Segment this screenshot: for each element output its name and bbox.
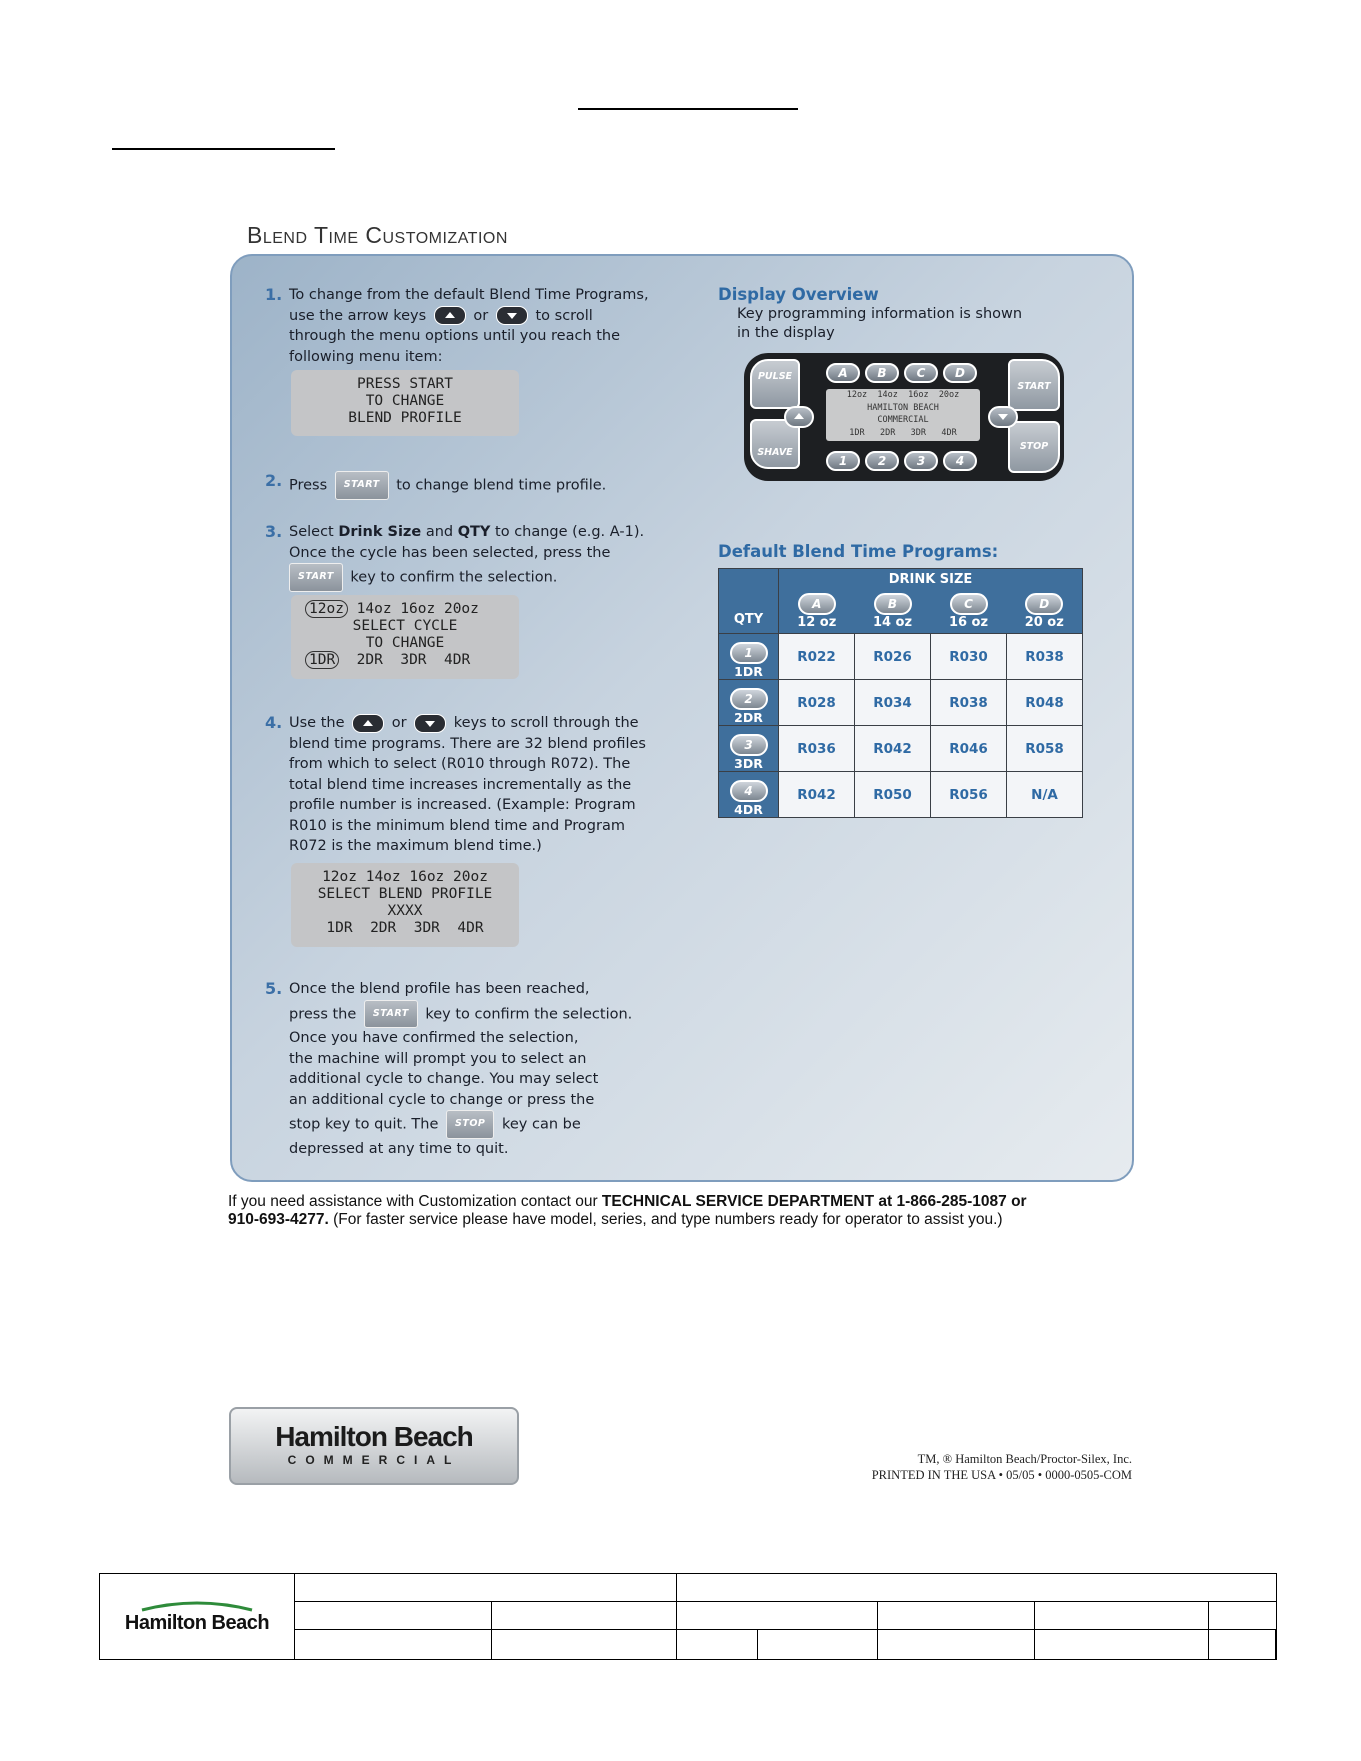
table-row (719, 634, 1083, 680)
step-text: key to confirm the selection. (350, 569, 558, 586)
key-c-icon: C (904, 363, 938, 383)
step-text: Press (289, 477, 328, 494)
title-block-cell (492, 1602, 677, 1630)
step-text: Once the cycle has been selected, press the (289, 544, 611, 561)
arrow-up-icon (434, 306, 466, 325)
key-1-icon: 1 (730, 642, 768, 664)
step-text: through the menu options until you reach the (289, 328, 621, 344)
stop-key-icon: STOP (446, 1110, 494, 1139)
assistance-note (228, 1193, 1128, 1229)
step-4 (265, 713, 675, 857)
step-text: blend time programs. There are 32 blend profiles (289, 735, 646, 752)
logo-main: Hamilton Beach (275, 1421, 473, 1452)
step-text: to change (e.g. A-1). (495, 524, 645, 540)
step-text: key can be (501, 1116, 581, 1133)
step-5 (265, 979, 675, 1159)
step-text: stop key to quit. The (289, 1116, 439, 1133)
display-overview-title: Display Overview (718, 285, 879, 304)
step-number: 1. (265, 285, 283, 304)
lcd-line: SELECT CYCLE (352, 618, 458, 634)
step-text: Use the (289, 715, 345, 731)
step-text: additional cycle to change. You may select (289, 1071, 599, 1087)
lcd-size: 20oz (443, 601, 479, 617)
step-text: R072 is the maximum blend time.) (289, 838, 542, 854)
table-cell: R030 (931, 634, 1007, 680)
title-block-cell (1208, 1602, 1276, 1630)
step-text: To change from the default Blend Time Programs, (289, 287, 649, 303)
step-text: depressed at any time to quit. (289, 1140, 509, 1157)
table-cell: R026 (855, 634, 931, 680)
column-label: 20 oz (1024, 614, 1064, 630)
title-block-logo-cell (100, 1574, 295, 1660)
screen-line: 1DR 2DR 3DR 4DR (849, 427, 957, 438)
step-text: to change blend time profile. (396, 477, 607, 494)
column-header (931, 589, 1007, 634)
row-header (719, 634, 779, 680)
title-block-cell (295, 1602, 492, 1630)
pulse-label: PULSE (757, 371, 793, 382)
arrow-down-icon (414, 714, 446, 733)
assist-text: (For faster service please have model, series, and type numbers ready for operator to assist you.) (328, 1211, 1003, 1228)
step-text: and (425, 524, 454, 540)
step-number: 5. (265, 979, 283, 998)
table-cell: R046 (931, 726, 1007, 772)
lcd-select-profile (291, 863, 519, 947)
step-text: or (391, 715, 407, 731)
key-3-icon: 3 (730, 734, 768, 756)
lcd-qty: 3DR (400, 652, 427, 668)
lcd-line: TO CHANGE (365, 635, 445, 651)
title-block-cell (1034, 1602, 1208, 1630)
screen-line: COMMERCIAL (877, 415, 929, 425)
step-text-bold: Drink Size (338, 524, 422, 540)
title-block-cell (676, 1602, 877, 1630)
assist-text: If you need assistance with Customization contact our (228, 1193, 602, 1210)
row-label: 3DR (734, 756, 763, 771)
title-block-cell (676, 1574, 1276, 1602)
lcd-line: TO CHANGE (365, 393, 445, 409)
table-cell: R048 (1007, 680, 1083, 726)
table-cell: R022 (779, 634, 855, 680)
programs-title: Default Blend Time Programs: (718, 542, 999, 561)
start-button-icon (1008, 359, 1060, 411)
step-1 (265, 285, 675, 367)
screen-line: 12oz 14oz 16oz 20oz (846, 390, 960, 400)
lcd-size: 12oz (305, 600, 348, 618)
lcd-size: 16oz (400, 601, 436, 617)
lcd-line: BLEND PROFILE (348, 410, 462, 426)
title-block-cell (295, 1630, 492, 1660)
start-key-icon: START (335, 471, 389, 500)
table-cell: R058 (1007, 726, 1083, 772)
start-key-icon: START (289, 563, 343, 592)
step-3 (265, 522, 675, 592)
printed-info: PRINTED IN THE USA • 05/05 • 0000-0505-COM (871, 1468, 1132, 1482)
section-heading: Blend Time Customization (247, 222, 508, 248)
assist-phone: 910-693-4277. (228, 1211, 329, 1228)
stop-label: STOP (1019, 441, 1049, 452)
table-cell: R028 (779, 680, 855, 726)
lcd-line: XXXX (387, 903, 423, 919)
table-cell: R042 (779, 772, 855, 818)
step-text: use the arrow keys (289, 307, 427, 324)
table-cell: R050 (855, 772, 931, 818)
table-row (719, 680, 1083, 726)
column-label: 16 oz (948, 614, 989, 630)
control-panel-device (744, 353, 1064, 481)
column-label: 12 oz (797, 614, 837, 630)
lcd-qty: 4DR (444, 652, 471, 668)
title-block-cell (295, 1574, 677, 1602)
assist-phone: TECHNICAL SERVICE DEPARTMENT at 1-866-285-1087 or (601, 1193, 1027, 1210)
logo-swoosh-icon (112, 1598, 282, 1612)
row-header (719, 680, 779, 726)
title-block-cell (676, 1630, 757, 1660)
start-label: START (1017, 381, 1051, 392)
key-d-icon: D (943, 363, 977, 383)
table-cell: R036 (779, 726, 855, 772)
copyright: TM, ® Hamilton Beach/Proctor-Silex, Inc. (917, 1452, 1132, 1466)
step-text: the machine will prompt you to select an (289, 1050, 587, 1067)
start-key-icon: START (364, 1000, 418, 1029)
lcd-line: SELECT BLEND PROFILE (317, 886, 493, 902)
table-cell: R034 (855, 680, 931, 726)
title-block-cell (492, 1630, 677, 1660)
column-header (855, 589, 931, 634)
key-1-icon: 1 (826, 451, 860, 471)
table-cell: R042 (855, 726, 931, 772)
arrow-up-icon (784, 406, 814, 428)
step-text-bold: QTY (457, 524, 491, 540)
key-4-icon: 4 (730, 780, 768, 802)
step-text: or (473, 307, 489, 324)
key-b-icon: B (874, 593, 912, 615)
lcd-qty: 1DR (305, 651, 339, 669)
lcd-line: 12oz 14oz 16oz 20oz (322, 869, 488, 885)
column-header (1007, 589, 1083, 634)
lcd-size: 14oz (356, 601, 392, 617)
screen-line: HAMILTON BEACH (867, 402, 939, 413)
step-text: total blend time increases incrementally as the (289, 776, 632, 793)
lcd-line: PRESS START (356, 376, 454, 392)
step-number: 4. (265, 713, 283, 732)
key-a-icon: A (826, 363, 860, 383)
copyright-block (820, 1451, 1132, 1483)
logo-sub: COMMERCIAL (287, 1453, 461, 1467)
title-block-cell (757, 1630, 877, 1660)
table-cell: R038 (931, 680, 1007, 726)
title-block-cell (877, 1602, 1034, 1630)
drink-size-header: DRINK SIZE (779, 569, 1083, 590)
table-cell: N/A (1007, 772, 1083, 818)
lcd-qty: 2DR (356, 652, 383, 668)
step-text: key to confirm the selection. (425, 1005, 633, 1022)
title-block (99, 1573, 1277, 1660)
step-text: Select (289, 524, 334, 540)
step-text: Once you have confirmed the selection, (289, 1030, 579, 1046)
table-row (719, 772, 1083, 818)
title-block-cell (1275, 1630, 1276, 1660)
key-4-icon: 4 (943, 451, 977, 471)
hamilton-beach-logo (229, 1407, 519, 1485)
display-overview-desc: Key programming information is shown (737, 306, 1023, 322)
key-d-icon: D (1025, 593, 1063, 615)
title-block-cell (1034, 1630, 1208, 1660)
step-text: Once the blend profile has been reached, (289, 981, 590, 997)
title-block-cell (1208, 1630, 1275, 1660)
step-text: to scroll (535, 307, 593, 324)
key-2-icon: 2 (865, 451, 899, 471)
lcd-menu-item (291, 370, 519, 436)
step-text: an additional cycle to change or press the (289, 1091, 595, 1108)
row-label: 2DR (734, 710, 763, 725)
qty-header: QTY (719, 569, 779, 634)
table-cell: R056 (931, 772, 1007, 818)
step-2 (265, 471, 675, 500)
step-text: from which to select (R010 through R072). The (289, 756, 631, 772)
row-header (719, 726, 779, 772)
pulse-button-icon (750, 359, 800, 409)
programs-table (718, 568, 1083, 818)
stop-button-icon (1008, 421, 1060, 473)
title-block-logo: Hamilton Beach (124, 1612, 270, 1634)
table-row (719, 726, 1083, 772)
column-header (779, 589, 855, 634)
key-2-icon: 2 (730, 688, 768, 710)
row-label: 1DR (734, 664, 763, 679)
arrow-up-icon (352, 714, 384, 733)
key-b-icon: B (865, 363, 899, 383)
column-label: 14 oz (872, 614, 913, 630)
step-text: keys to scroll through the (453, 715, 639, 731)
title-rule (578, 108, 798, 110)
title-block-cell (877, 1630, 1034, 1660)
shave-label: SHAVE (757, 447, 793, 458)
lcd-line: 1DR 2DR 3DR 4DR (326, 920, 484, 936)
step-text: press the (289, 1005, 357, 1022)
lcd-select-cycle (291, 595, 519, 679)
step-number: 2. (265, 471, 283, 490)
step-text: R010 is the minimum blend time and Program (289, 817, 625, 834)
device-screen (826, 389, 980, 441)
key-3-icon: 3 (904, 451, 938, 471)
row-label: 4DR (734, 802, 763, 817)
step-text: following menu item: (289, 348, 443, 365)
step-number: 3. (265, 522, 283, 541)
display-overview-desc: in the display (737, 325, 835, 341)
key-a-icon: A (798, 593, 836, 615)
step-text: profile number is increased. (Example: Program (289, 797, 636, 813)
row-header (719, 772, 779, 818)
arrow-down-icon (496, 306, 528, 325)
key-c-icon: C (950, 593, 988, 615)
table-cell: R038 (1007, 634, 1083, 680)
subtitle-rule (112, 148, 335, 150)
arrow-down-icon (988, 406, 1018, 428)
